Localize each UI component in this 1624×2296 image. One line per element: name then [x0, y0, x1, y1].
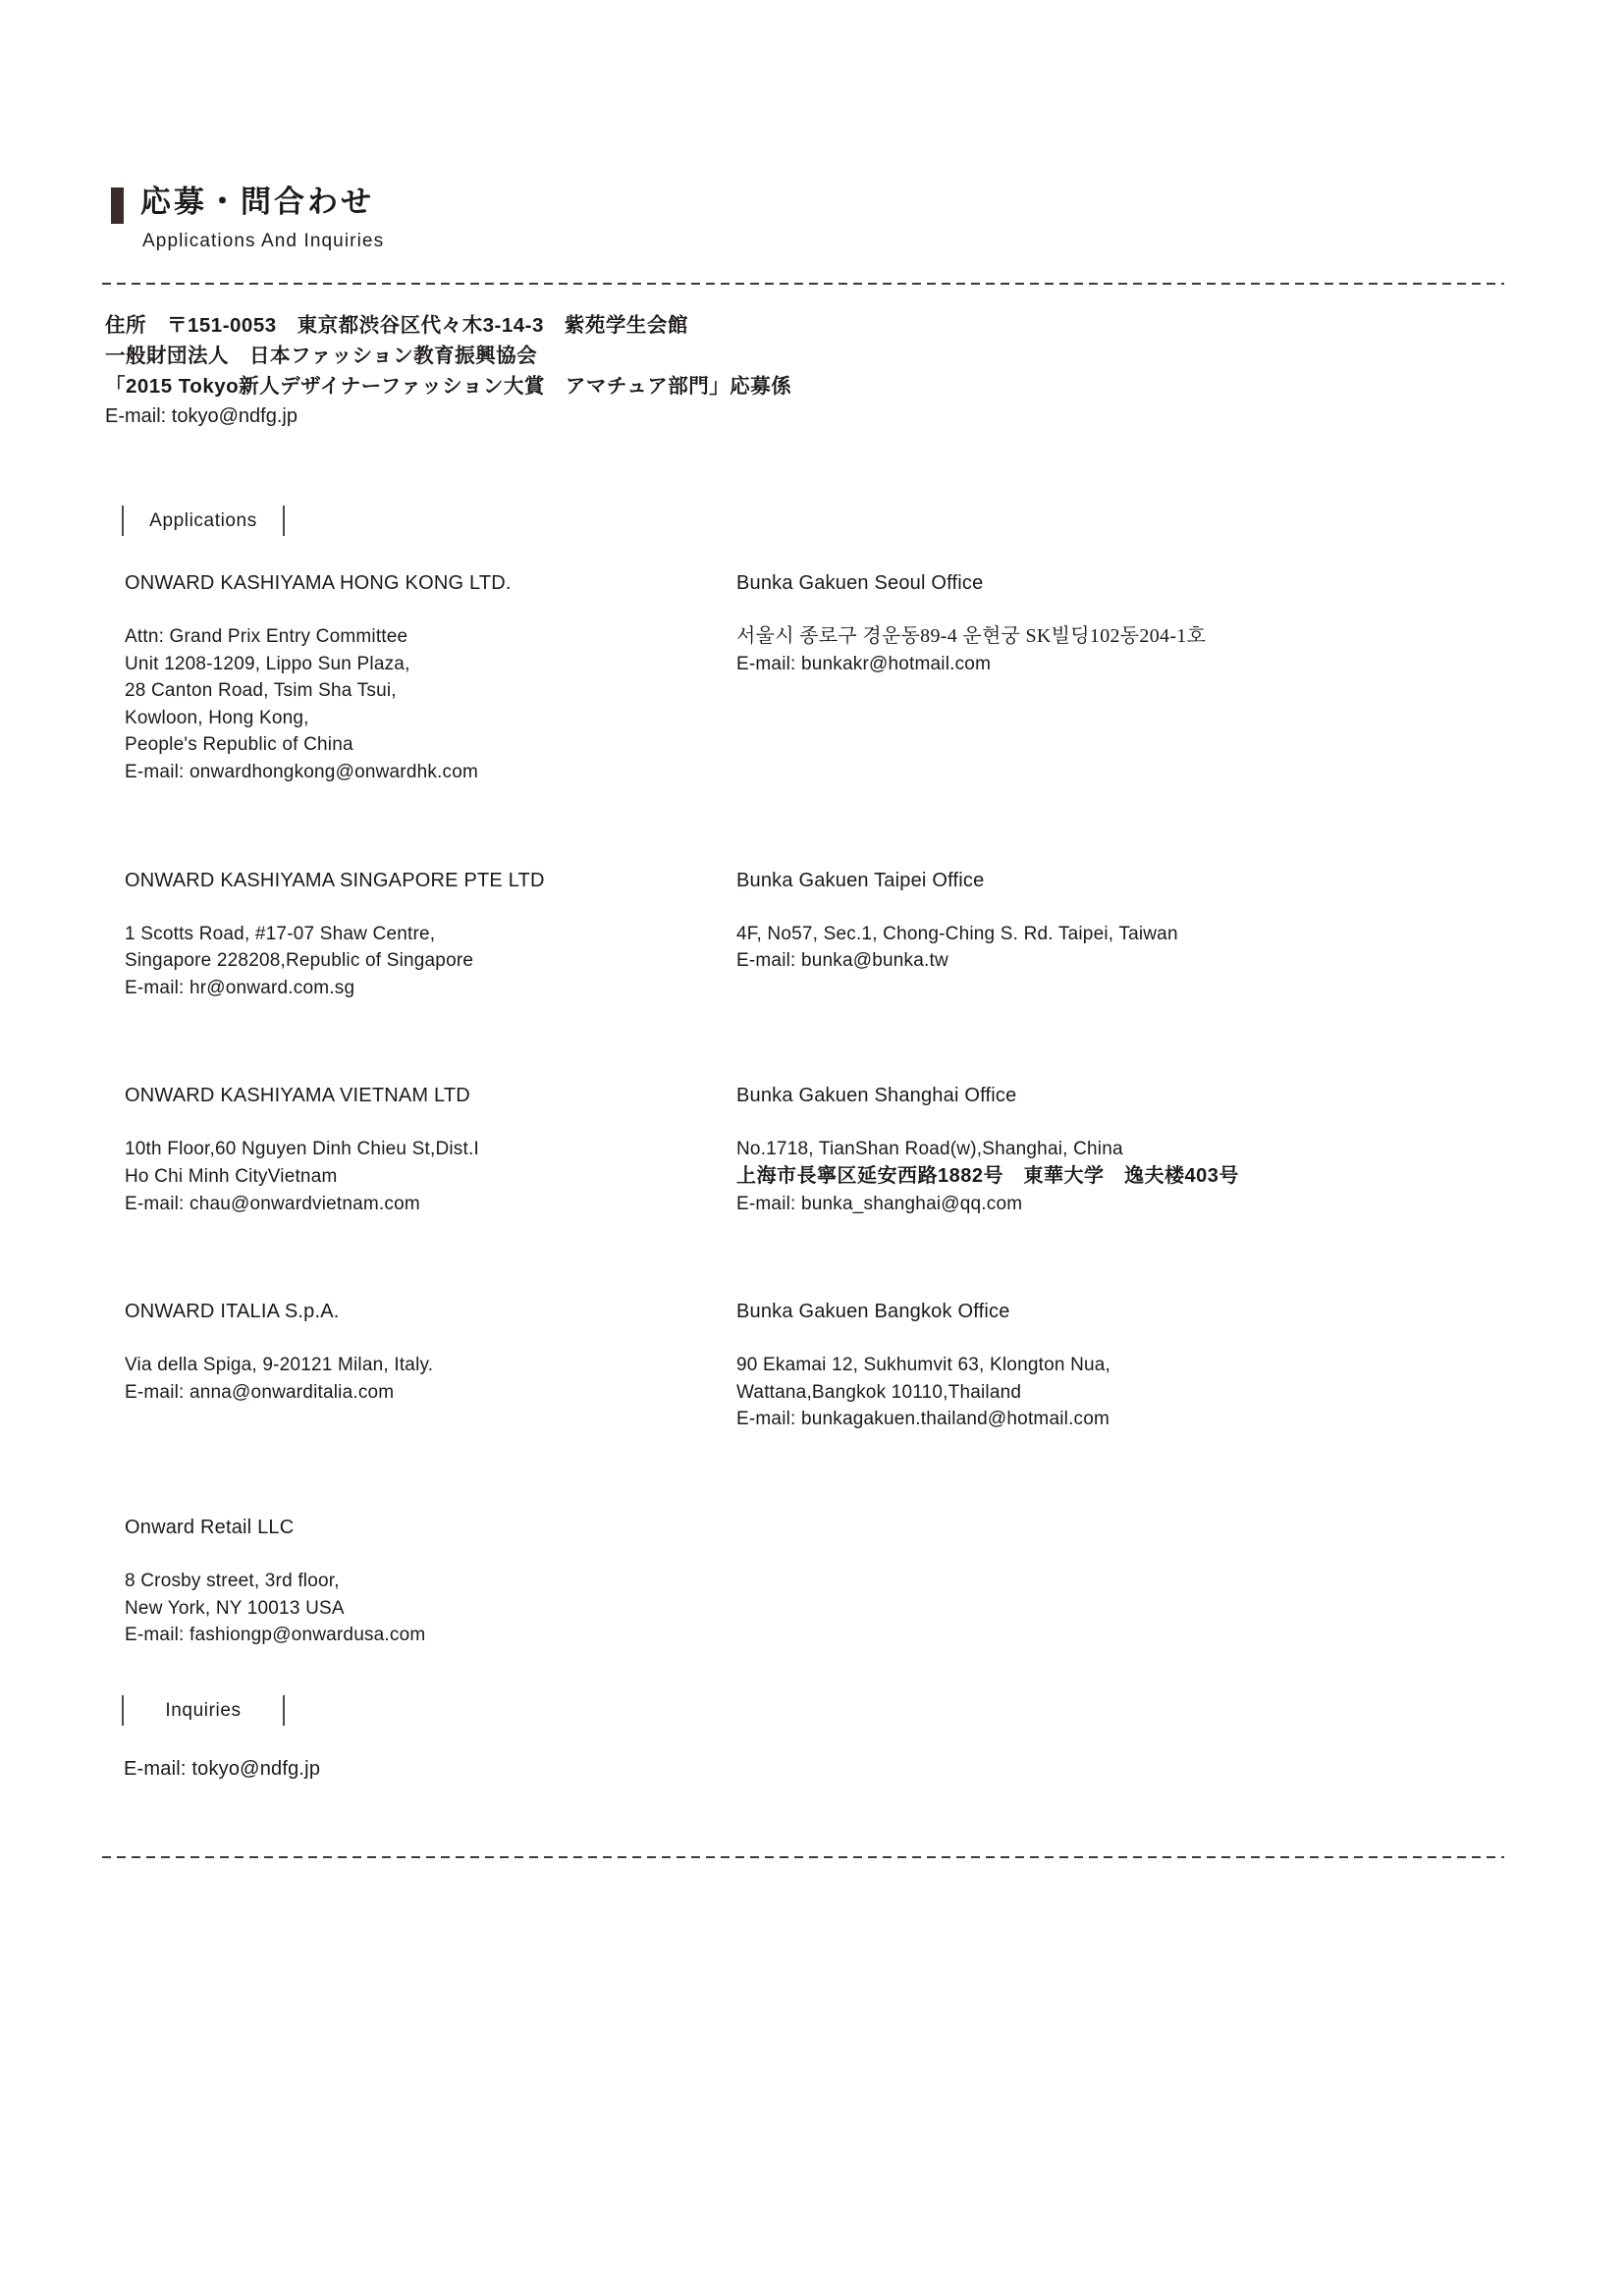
- page-title: 応募・問合わせ: [140, 185, 374, 219]
- contact-block-onward-vietnam: [125, 1082, 736, 1217]
- address-line: No.1718, TianShan Road(w),Shanghai, China: [736, 1139, 1123, 1160]
- contact-block-bunka-seoul: [736, 569, 1519, 786]
- inquiries-section-label: [122, 1695, 285, 1726]
- email-line: E-mail: bunka_shanghai@qq.com: [736, 1193, 1023, 1214]
- address-line: 서울시 종로구 경운동89-4 운현궁 SK빌딩102동204-1호: [736, 625, 1207, 647]
- contact-row: [125, 867, 1519, 1002]
- company-name: ONWARD ITALIA S.p.A.: [125, 1301, 340, 1323]
- dashed-divider-top: [102, 283, 1504, 285]
- address-line: 1 Scotts Road, #17-07 Shaw Centre,: [125, 923, 436, 944]
- address-line: 90 Ekamai 12, Sukhumvit 63, Klongton Nua,: [736, 1355, 1111, 1376]
- address-line: Unit 1208-1209, Lippo Sun Plaza,: [125, 653, 410, 674]
- email-line: E-mail: bunka@bunka.tw: [736, 950, 948, 972]
- company-name: Onward Retail LLC: [125, 1516, 295, 1538]
- accent-bar: [111, 187, 124, 224]
- address-line: 上海市長寧区延安西路1882号 東華大学 逸夫楼403号: [736, 1164, 1239, 1187]
- email-line: E-mail: anna@onwarditalia.com: [125, 1381, 395, 1403]
- address-line: 4F, No57, Sec.1, Chong-Ching S. Rd. Taipei, Taiwan: [736, 923, 1178, 944]
- address-line: 8 Crosby street, 3rd floor,: [125, 1570, 340, 1591]
- page-header: [111, 185, 384, 252]
- address-line: Ho Chi Minh CityVietnam: [125, 1165, 338, 1187]
- empty-cell: [736, 1514, 1519, 1649]
- contact-block-onward-italia: [125, 1298, 736, 1433]
- contact-block-onward-retail: [125, 1514, 736, 1649]
- applications-label-text: Applications: [149, 509, 257, 531]
- contact-block-bunka-taipei: [736, 867, 1519, 1002]
- contact-block-bunka-bangkok: [736, 1298, 1519, 1433]
- header-text: [140, 185, 384, 252]
- contact-block-onward-singapore: [125, 867, 736, 1002]
- email-line: E-mail: onwardhongkong@onwardhk.com: [125, 761, 479, 782]
- inquiries-email: E-mail: tokyo@ndfg.jp: [124, 1758, 321, 1780]
- address-line: Attn: Grand Prix Entry Committee: [125, 626, 408, 647]
- contact-row: [125, 1082, 1519, 1217]
- applications-section-label: [122, 506, 285, 536]
- company-name: Bunka Gakuen Taipei Office: [736, 869, 985, 891]
- address-line: Singapore 228208,Republic of Singapore: [125, 950, 474, 972]
- page-subtitle: Applications And Inquiries: [142, 230, 385, 251]
- email-line: E-mail: chau@onwardvietnam.com: [125, 1193, 420, 1214]
- email-line: E-mail: fashiongp@onwardusa.com: [125, 1625, 426, 1646]
- email-line: E-mail: tokyo@ndfg.jp: [105, 405, 298, 427]
- address-line: 住所 〒151-0053 東京都渋谷区代々木3-14-3 紫苑学生会館: [105, 314, 688, 337]
- company-name: ONWARD KASHIYAMA VIETNAM LTD: [125, 1085, 470, 1107]
- address-line: Via della Spiga, 9-20121 Milan, Italy.: [125, 1355, 434, 1376]
- company-name: ONWARD KASHIYAMA HONG KONG LTD.: [125, 572, 512, 594]
- contact-block-bunka-shanghai: [736, 1082, 1519, 1217]
- contact-row: [125, 569, 1519, 786]
- address-line: 一般財団法人 日本ファッション教育振興協会: [105, 345, 538, 367]
- email-line: E-mail: bunkakr@hotmail.com: [736, 653, 992, 674]
- postal-address-block: [105, 310, 791, 432]
- contact-block-onward-hongkong: [125, 569, 736, 786]
- email-line: E-mail: bunkagakuen.thailand@hotmail.com: [736, 1409, 1110, 1430]
- address-line: 「2015 Tokyo新人デザイナーファッション大賞 アマチュア部門」応募係: [105, 375, 792, 398]
- company-name: Bunka Gakuen Bangkok Office: [736, 1301, 1010, 1323]
- address-line: People's Republic of China: [125, 734, 353, 756]
- contact-row: [125, 1514, 1519, 1649]
- contact-row: [125, 1298, 1519, 1433]
- inquiries-label-text: Inquiries: [165, 1699, 242, 1721]
- company-name: Bunka Gakuen Seoul Office: [736, 572, 984, 594]
- company-name: Bunka Gakuen Shanghai Office: [736, 1085, 1017, 1107]
- address-line: 10th Floor,60 Nguyen Dinh Chieu St,Dist.I: [125, 1139, 479, 1160]
- company-name: ONWARD KASHIYAMA SINGAPORE PTE LTD: [125, 869, 545, 891]
- contacts-columns: [125, 569, 1519, 1730]
- address-line: Kowloon, Hong Kong,: [125, 707, 309, 728]
- dashed-divider-bottom: [102, 1856, 1504, 1858]
- address-line: New York, NY 10013 USA: [125, 1597, 345, 1619]
- email-line: E-mail: hr@onward.com.sg: [125, 977, 355, 998]
- address-line: 28 Canton Road, Tsim Sha Tsui,: [125, 680, 397, 702]
- address-line: Wattana,Bangkok 10110,Thailand: [736, 1381, 1022, 1403]
